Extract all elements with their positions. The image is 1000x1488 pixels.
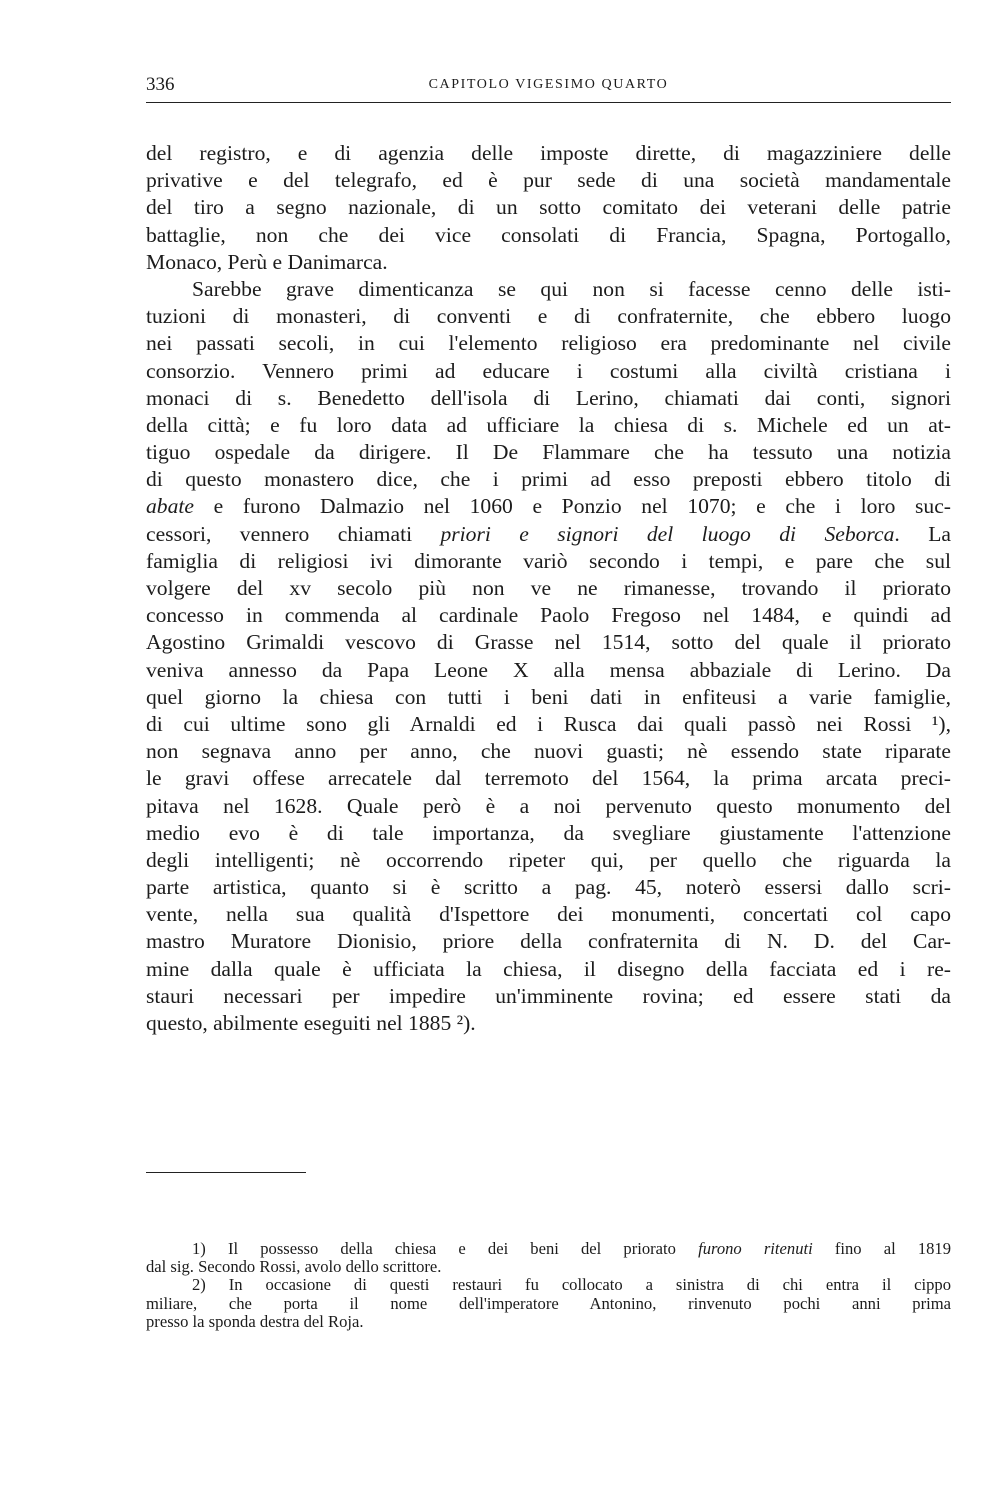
- text-line: Agostino Grimaldi vescovo di Grasse nel 1514, sotto del quale il priorato: [146, 630, 951, 655]
- text-line: concesso in commenda al cardinale Paolo Fregoso nel 1484, e quindi ad: [146, 603, 951, 628]
- footnote-line: 1) Il possesso della chiesa e dei beni del priorato furono ritenuti fino al 1819: [192, 1240, 951, 1258]
- text-line: consorzio. Vennero primi ad educare i costumi alla civiltà cristiana i: [146, 358, 951, 383]
- text-line: della città; e fu loro data ad ufficiare la chiesa di s. Michele ed un at-: [146, 412, 951, 437]
- text-line: le gravi offese arrecatele dal terremoto del 1564, la prima arcata preci-: [146, 766, 951, 791]
- text-line: di questo monastero dice, che i primi ad esso preposti ebbero titolo di: [146, 467, 951, 492]
- footnote-line: 2) In occasione di questi restauri fu collocato a sinistra di chi entra il cippo: [192, 1276, 951, 1295]
- text-line: pitava nel 1628. Quale però è a noi pervenuto questo monumento del: [146, 793, 951, 818]
- footnote-line: dal sig. Secondo Rossi, avolo dello scrittore.: [146, 1258, 442, 1277]
- body-text: [146, 140, 951, 1037]
- text-line: questo, abilmente eseguiti nel 1885 ²).: [146, 1011, 476, 1035]
- text-line: privative e del telegrafo, ed è pur sede di una società mandamentale: [146, 168, 951, 193]
- text-line: volgere del xv secolo più non ve ne rimanesse, trovando il priorato: [146, 576, 951, 600]
- text-line: cessori, vennero chiamati priori e signori del luogo di Seborca. La: [146, 521, 951, 546]
- text-line: veniva annesso da Papa Leone X alla mensa abbaziale di Lerino. Da: [146, 657, 951, 682]
- text-line: parte artistica, quanto si è scritto a pag. 45, noterò essersi dallo scri-: [146, 875, 951, 900]
- running-head: CAPITOLO VIGESIMO QUARTO: [428, 77, 669, 92]
- text-line: battaglie, non che dei vice consolati di Francia, Spagna, Portogallo,: [146, 222, 951, 247]
- italic-phrase: priori e signori del luogo di Seborca: [440, 521, 895, 546]
- text-line: stauri necessari per impedire un'imminente rovina; ed essere stati da: [146, 983, 951, 1008]
- footnote-rule: [146, 1172, 306, 1173]
- text-line: non segnava anno per anno, che nuovi guasti; nè essendo state riparate: [146, 739, 951, 764]
- text-line: di cui ultime sono gli Arnaldi ed i Rusca dai quali passò nei Rossi ¹),: [146, 711, 951, 736]
- page-number: 336: [146, 74, 175, 95]
- text-line: nei passati secoli, in cui l'elemento religioso era predominante nel civile: [146, 331, 951, 356]
- text-line: tuzioni di monasteri, di conventi e di confraternite, che ebbero luogo: [146, 304, 951, 329]
- text-line: mine dalla quale è ufficiata la chiesa, il disegno della facciata ed i re-: [146, 956, 951, 981]
- text-line: monaci di s. Benedetto dell'isola di Lerino, chiamati dai conti, signori: [146, 385, 951, 410]
- text-line: del tiro a segno nazionale, di un sotto comitato dei veterani delle patrie: [146, 195, 951, 220]
- text-line: abate e furono Dalmazio nel 1060 e Ponzio nel 1070; e che i loro suc-: [146, 494, 951, 519]
- text-line: medio evo è di tale importanza, da svegliare giustamente l'attenzione: [146, 820, 951, 845]
- footnote-line: miliare, che porta il nome dell'imperatore Antonino, rinvenuto pochi anni prima: [146, 1294, 951, 1313]
- text-line: degli intelligenti; nè occorrendo ripeter qui, per quello che riguarda la: [146, 847, 951, 872]
- header-rule: [146, 102, 951, 103]
- italic-phrase: furono ritenuti: [698, 1240, 813, 1258]
- text-line: quel giorno la chiesa con tutti i beni dati in enfiteusi a varie famiglie,: [146, 684, 951, 709]
- text-line: mastro Muratore Dionisio, priore della confraternita di N. D. del Car-: [146, 929, 951, 954]
- text-line: Sarebbe grave dimenticanza se qui non si facesse cenno delle isti-: [192, 276, 951, 301]
- text-line: tiguo ospedale da dirigere. Il De Flammare che ha tessuto una notizia: [146, 440, 951, 465]
- footnotes: [146, 1240, 951, 1331]
- text-line: vente, nella sua qualità d'Ispettore dei monumenti, concertati col capo: [146, 902, 951, 927]
- page-header: [146, 74, 951, 98]
- text-line: Monaco, Perù e Danimarca.: [146, 249, 388, 274]
- text-line: famiglia di religiosi ivi dimorante variò secondo i tempi, e pare che sul: [146, 548, 951, 573]
- text-line: del registro, e di agenzia delle imposte dirette, di magazziniere delle: [146, 141, 951, 165]
- footnote-line: presso la sponda destra del Roja.: [146, 1312, 364, 1331]
- italic-phrase: abate: [146, 494, 194, 519]
